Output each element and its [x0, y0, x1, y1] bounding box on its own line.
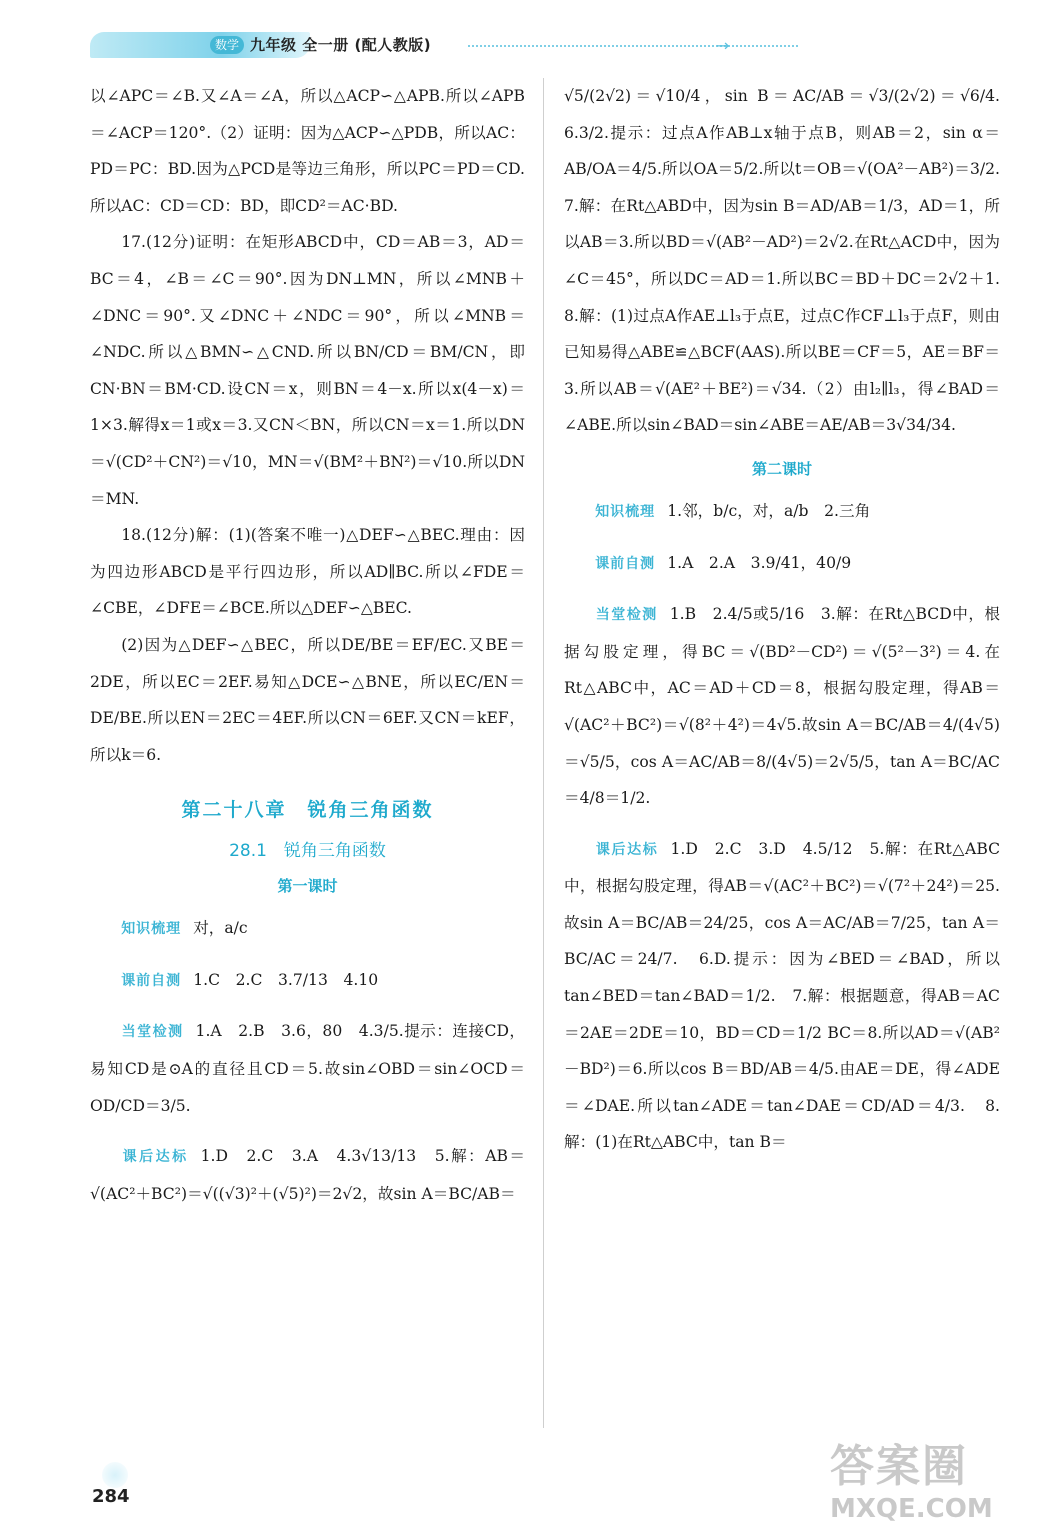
answer-section-tag: 课前自测 — [121, 972, 182, 989]
answer-text: 1.A 2.A 3.9/41，40/9 — [667, 553, 852, 572]
watermark-url: MXQE.COM — [830, 1494, 993, 1524]
column-divider — [543, 78, 544, 1428]
left-column — [90, 78, 525, 1212]
right-column — [564, 78, 1016, 1161]
section-title: 28.1 锐角三角函数 — [229, 841, 386, 862]
chapter-title: 第二十八章 锐角三角函数 — [181, 799, 434, 822]
answer-section-tag: 课前自测 — [595, 555, 656, 572]
lesson-title: 第一课时 — [277, 877, 338, 896]
answer-block — [564, 545, 1000, 583]
answer-block — [564, 493, 1000, 531]
solution-paragraph — [90, 517, 525, 627]
solution-paragraph — [564, 78, 1016, 444]
answer-text: 对，a/c — [193, 919, 248, 938]
answer-text: 1.D 2.C 3.A 4.3√13/13 5.解：AB＝√(AC²＋BC²)＝√((√3)²＋(√5)²)＝2√2，故sin A＝BC/AB＝ — [90, 1147, 526, 1203]
answer-text: 1.A 2.B 3.6，80 4.3/5.提示：连接CD，易知CD是⊙A的直径且CD＝5.故sin∠OBD＝sin∠OCD＝OD/CD＝3/5. — [90, 1022, 526, 1115]
answer-section-tag: 课后达标 — [595, 841, 659, 858]
answer-block — [90, 910, 525, 948]
paragraph-text: √5/(2√2)＝√10/4，sin B＝AC/AB＝√3/(2√2)＝√6/4. 6.3/2.提示：过点A作AB⊥x轴于点B，则AB＝2，sin α＝AB/OA＝4/5.所以OA＝5/2.所以t＝OB＝√(OA²－AB²)＝3/2. 7.解：在Rt△ABD中，因为sin B＝AD/AB＝1/3，AD＝1，所以AB＝3.所以BD＝√(AB²－AD²)＝2√2.在Rt△ACD中，因为∠C＝45°，所以DC＝AD＝1.所以BC＝BD＋DC＝2√2＋1. 8.解：(1)过点A作AE⊥l₃于点E，过点C作CF⊥l₃于点F，则由已知易得△ABE≌△BCF(AAS).所以BE＝CF＝5，AE＝BF＝3.所以AB＝√(AE²＋BE²)＝√34.（2）由l₂∥l₃，得∠BAD＝∠ABE.所以sin∠BAD＝sin∠ABE＝AE/AB＝3√34/34. — [564, 87, 1016, 435]
answer-section-tag: 知识梳理 — [595, 503, 656, 520]
answer-block — [90, 962, 525, 1000]
answer-text: 1.邻，b/c，对，a/b 2.三角 — [667, 501, 871, 520]
paragraph-text: 18.(12分)解：(1)(答案不唯一)△DEF∽△BEC.理由：因为四边形ABCD是平行四边形，所以AD∥BC.所以∠FDE＝∠CBE，∠DFE＝∠BCE.所以△DEF∽△BEC. — [90, 526, 525, 618]
solution-paragraph — [90, 224, 525, 517]
paragraph-text: 17.(12分)证明：在矩形ABCD中，CD＝AB＝3，AD＝BC＝4，∠B＝∠C＝90°.因为DN⊥MN，所以∠MNB＋∠DNC＝90°.又∠DNC＋∠NDC＝90°，所以∠MNB＝∠NDC.所以△BMN∽△CND.所以BN/CD＝BM/CN，即CN·BN＝BM·CD.设CN＝x，则BN＝4－x.所以x(4－x)＝1×3.解得x＝1或x＝3.又CN＜BN，所以CN＝x＝1.所以DN＝√(CD²＋CN²)＝√10，MN＝√(BM²＋BN²)＝√10.所以DN＝MN. — [90, 233, 525, 508]
page-number-bubble — [102, 1462, 128, 1488]
answer-section-tag: 当堂检测 — [595, 607, 658, 624]
arrow-right-icon: → — [716, 36, 730, 55]
page-header — [90, 30, 740, 64]
subject-badge: 数学 — [210, 36, 244, 54]
answer-block — [564, 596, 1000, 817]
answer-text: 1.D 2.C 3.D 4.5/12 5.解：在Rt△ABC中，根据勾股定理，得AB＝√(AC²＋BC²)＝√(7²＋24²)＝25.故sin A＝BC/AB＝24/25，cos A＝AC/AB＝7/25，tan A＝BC/AC＝24/7. 6.D.提示：因为∠BED＝∠BAD，所以tan∠BED＝tan∠BAD＝1/2. 7.解：根据题意，得AB＝AC＝2AE＝2DE＝10，BD＝CD＝1/2 BC＝8.所以AD＝√(AB²－BD²)＝6.所以cos B＝BD/AB＝4/5.由AE＝DE，得∠ADE＝∠DAE.所以tan∠ADE＝tan∠DAE＝CD/AD＝4/3. 8.解：(1)在Rt△ABC中，tan B＝ — [564, 839, 1001, 1152]
watermark — [830, 1430, 1020, 1530]
page-number: 284 — [92, 1486, 130, 1507]
solution-paragraph — [90, 78, 525, 224]
answer-section-tag: 课后达标 — [121, 1149, 189, 1166]
paragraph-text: (2)因为△DEF∽△BEC，所以DE/BE＝EF/EC.又BE＝2DE，所以EC＝2EF.易知△DCE∽△BNE，所以EC/EN＝DE/BE.所以EN＝2EC＝4EF.所以CN＝6EF.又CN＝kEF，所以k＝6. — [90, 635, 525, 764]
paragraph-text: 以∠APC＝∠B.又∠A＝∠A，所以△ACP∽△APB.所以∠APB＝∠ACP＝120°.（2）证明：因为△ACP∽△PDB，所以AC：PD＝PC：BD.因为△PCD是等边三角形，所以PC＝PD＝CD.所以AC：CD＝CD：BD，即CD²＝AC·BD. — [90, 87, 525, 215]
book-title: 九年级 全一册 (配人教版) — [250, 36, 432, 54]
answer-block — [90, 1138, 525, 1212]
watermark-text: 答案圈 — [830, 1441, 968, 1492]
answer-block — [90, 1013, 525, 1124]
lesson-title: 第二课时 — [751, 459, 812, 478]
answer-text: 1.C 2.C 3.7/13 4.10 — [193, 970, 379, 989]
answer-section-tag: 当堂检测 — [121, 1024, 184, 1041]
solution-paragraph — [90, 627, 525, 773]
header-dotted-line — [468, 45, 798, 47]
answer-section-tag: 知识梳理 — [121, 921, 182, 938]
answer-block — [564, 831, 1000, 1161]
answer-text: 1.B 2.4/5或5/16 3.解：在Rt△BCD中，根据勾股定理，得BC＝√(BD²－CD²)＝√(5²－3²)＝4.在Rt△ABC中，AC＝AD＋CD＝8，根据勾股定理，得AB＝√(AC²＋BC²)＝√(8²＋4²)＝4√5.故sin A＝BC/AB＝4/(4√5)＝√5/5，cos A＝AC/AB＝8/(4√5)＝2√5/5，tan A＝BC/AC＝4/8＝1/2. — [564, 605, 1001, 808]
